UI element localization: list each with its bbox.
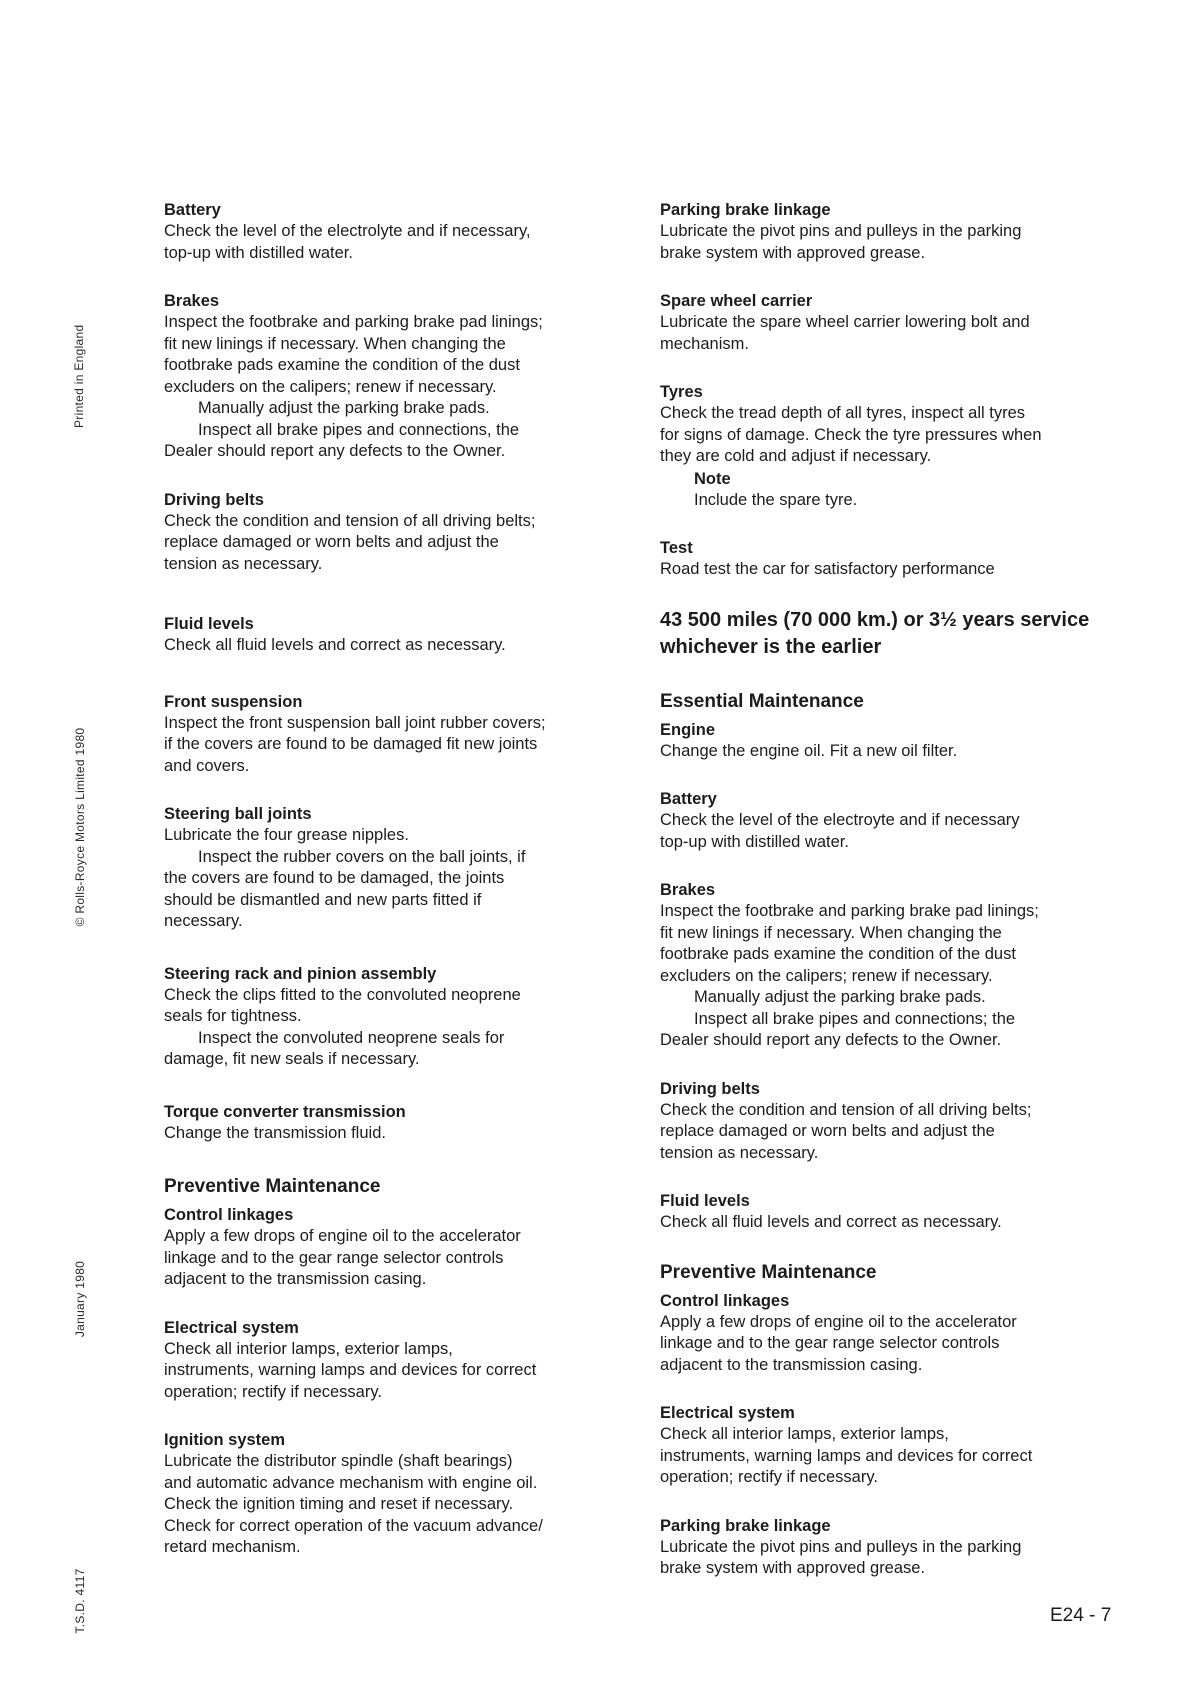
section-text: Check the level of the electrolyte and if necessary, top-up with distilled water. bbox=[164, 222, 531, 262]
section-text: Change the transmission fluid. bbox=[164, 1123, 386, 1142]
section-text: Lubricate the four grease nipples. bbox=[164, 826, 409, 844]
section-text: Check all fluid levels and correct as necessary. bbox=[164, 636, 506, 654]
section-control-linkages-right bbox=[660, 1290, 1130, 1377]
section-heading: Fluid levels bbox=[164, 615, 254, 633]
section-text: Lubricate the pivot pins and pulleys in the parking brake system with approved grease. bbox=[660, 222, 1022, 262]
section-heading: Brakes bbox=[660, 881, 716, 899]
section-heading: Test bbox=[660, 539, 693, 557]
section-heading: Ignition system bbox=[164, 1431, 286, 1449]
section-text: the covers are found to be damaged, the joints should be dismantled and new parts fitted if necessary. bbox=[164, 869, 505, 930]
section-text: Inspect the footbrake and parking brake pad linings; fit new linings if necessary. When changing the footbrake pads examine the condition of the dust excluders on the calipers; renew if necessary. bbox=[164, 313, 543, 396]
section-heading: Torque converter transmission bbox=[164, 1102, 406, 1121]
section-text: Inspect the convoluted neoprene seals for bbox=[198, 1028, 505, 1047]
tsd-number: T.S.D. 4117 bbox=[73, 1568, 87, 1634]
section-heading: Steering rack and pinion assembly bbox=[164, 964, 437, 983]
section-text: Lubricate the pivot pins and pulleys in the parking brake system with approved grease. bbox=[660, 1537, 1022, 1577]
section-driving-belts bbox=[164, 489, 634, 576]
section-heading: Battery bbox=[660, 790, 717, 808]
section-ignition-system bbox=[164, 1429, 634, 1559]
section-text: Lubricate the spare wheel carrier lowering bolt and mechanism. bbox=[660, 313, 1030, 353]
section-brakes-right bbox=[660, 879, 1130, 1052]
section-text: Inspect the rubber covers on the ball joints, if bbox=[198, 847, 526, 866]
section-text: damage, fit new seals if necessary. bbox=[164, 1050, 420, 1068]
section-text: Change the engine oil. Fit a new oil filter. bbox=[660, 741, 958, 760]
section-test bbox=[660, 537, 1130, 581]
section-heading: Control linkages bbox=[660, 1291, 790, 1310]
section-steering-ball-joints bbox=[164, 803, 634, 933]
section-heading: Steering ball joints bbox=[164, 805, 312, 823]
section-torque-converter bbox=[164, 1101, 634, 1145]
section-text: Manually adjust the parking brake pads. bbox=[694, 988, 986, 1006]
preventive-maintenance-heading: Preventive Maintenance bbox=[164, 1176, 381, 1197]
section-text: Dealer should report any defects to the Owner. bbox=[660, 1031, 1002, 1049]
section-text: Check the level of the electroyte and if necessary top-up with distilled water. bbox=[660, 811, 1020, 851]
section-text: Apply a few drops of engine oil to the accelerator linkage and to the gear range selector controls adjacent to the transmission casing. bbox=[164, 1227, 521, 1288]
section-spare-wheel-carrier bbox=[660, 290, 1130, 355]
section-heading: Spare wheel carrier bbox=[660, 292, 813, 310]
section-heading: Driving belts bbox=[660, 1079, 760, 1098]
section-engine bbox=[660, 719, 1130, 763]
section-steering-rack bbox=[164, 963, 634, 1071]
section-text: Inspect all brake pipes and connections, the bbox=[198, 420, 520, 439]
section-heading: Brakes bbox=[164, 292, 220, 310]
section-text: Lubricate the distributor spindle (shaft bearings) and automatic advance mechanism with engine oil. Check the ignition timing and reset if necessary. Check for correct operation of the vacuum advance/ retard mechanism. bbox=[164, 1452, 543, 1556]
section-heading: Parking brake linkage bbox=[660, 1516, 831, 1535]
page-number: E24 - 7 bbox=[1050, 1605, 1112, 1626]
section-text: Apply a few drops of engine oil to the accelerator linkage and to the gear range selector controls adjacent to the transmission casing. bbox=[660, 1312, 1017, 1374]
note-label: Note bbox=[694, 469, 731, 488]
section-text: Manually adjust the parking brake pads. bbox=[198, 399, 490, 417]
section-fluid-levels bbox=[164, 613, 634, 657]
section-control-linkages bbox=[164, 1204, 634, 1291]
copyright-notice: © Rolls-Royce Motors Limited 1980 bbox=[73, 727, 87, 927]
service-interval-heading: 43 500 miles (70 000 km.) or 3½ years service whichever is the earlier bbox=[660, 608, 1090, 658]
section-text: Check all interior lamps, exterior lamps, instruments, warning lamps and devices for correct operation; rectify if necessary. bbox=[164, 1339, 537, 1401]
section-electrical-system-right bbox=[660, 1402, 1130, 1489]
section-text: Road test the car for satisfactory performance bbox=[660, 560, 995, 578]
section-text: Check all fluid levels and correct as necessary. bbox=[660, 1213, 1002, 1231]
section-text: Inspect the front suspension ball joint rubber covers; if the covers are found to be damaged fit new joints and covers. bbox=[164, 713, 546, 775]
right-column bbox=[660, 199, 1130, 1606]
section-fluid-levels-right bbox=[660, 1190, 1130, 1234]
section-heading: Electrical system bbox=[660, 1404, 795, 1422]
section-battery bbox=[164, 199, 634, 264]
section-heading: Battery bbox=[164, 201, 221, 219]
section-text: Check the condition and tension of all driving belts; replace damaged or worn belts and adjust the tension as necessary. bbox=[164, 511, 536, 573]
section-heading: Fluid levels bbox=[660, 1192, 750, 1210]
section-heading: Parking brake linkage bbox=[660, 201, 831, 219]
printed-in-england: Printed in England bbox=[72, 324, 86, 428]
section-front-suspension bbox=[164, 691, 634, 778]
section-heading: Front suspension bbox=[164, 692, 303, 711]
section-tyres bbox=[660, 381, 1130, 511]
section-battery-right bbox=[660, 788, 1130, 853]
section-parking-brake-linkage-2 bbox=[660, 1515, 1130, 1580]
section-heading: Electrical system bbox=[164, 1318, 299, 1337]
section-heading: Engine bbox=[660, 720, 716, 739]
section-electrical-system bbox=[164, 1317, 634, 1404]
section-brakes bbox=[164, 290, 634, 463]
section-text: Check all interior lamps, exterior lamps, instruments, warning lamps and devices for correct operation; rectify if necessary. bbox=[660, 1425, 1033, 1486]
preventive-maintenance-heading-right: Preventive Maintenance bbox=[660, 1261, 877, 1283]
section-text: Dealer should report any defects to the Owner. bbox=[164, 442, 506, 460]
left-column bbox=[164, 199, 634, 1585]
section-text: Inspect the footbrake and parking brake pad linings; fit new linings if necessary. When changing the footbrake pads examine the condition of the dust excluders on the calipers; renew if necessary. bbox=[660, 902, 1039, 985]
section-heading: Control linkages bbox=[164, 1206, 294, 1224]
section-heading: Tyres bbox=[660, 383, 703, 401]
section-parking-brake-linkage bbox=[660, 199, 1130, 264]
section-heading: Driving belts bbox=[164, 490, 264, 509]
section-text: Check the condition and tension of all driving belts; replace damaged or worn belts and adjust the tension as necessary. bbox=[660, 1100, 1032, 1162]
issue-date: January 1980 bbox=[73, 1260, 87, 1338]
note-text: Include the spare tyre. bbox=[694, 490, 858, 509]
section-text: Check the clips fitted to the convoluted neoprene seals for tightness. bbox=[164, 985, 521, 1025]
section-driving-belts-right bbox=[660, 1078, 1130, 1165]
essential-maintenance-heading: Essential Maintenance bbox=[660, 690, 864, 712]
section-text: Inspect all brake pipes and connections; the bbox=[694, 1009, 1016, 1028]
section-text: Check the tread depth of all tyres, inspect all tyres for signs of damage. Check the tyre pressures when they are cold and adjust if necessary. bbox=[660, 404, 1042, 465]
